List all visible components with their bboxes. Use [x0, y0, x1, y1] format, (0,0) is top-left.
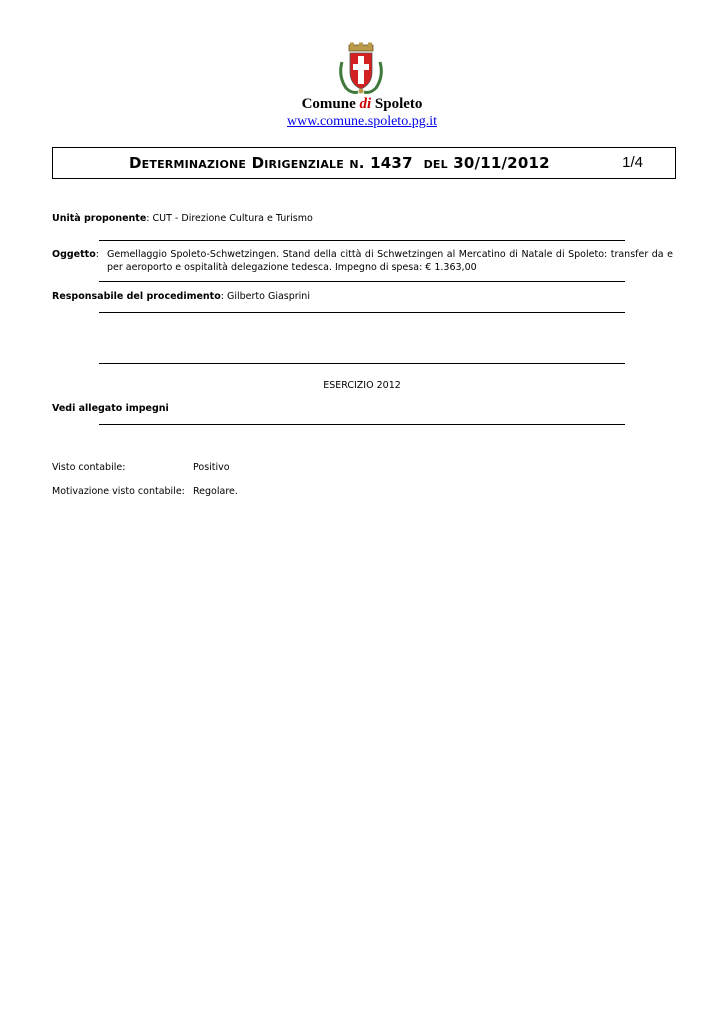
divider-3 — [99, 312, 625, 313]
unita-label: Unità proponente — [52, 213, 147, 224]
city-prefix: Comune — [301, 96, 360, 112]
motivazione-value: Regolare. — [193, 486, 238, 497]
det-word-del: del — [423, 154, 448, 172]
oggetto-value: Gemellaggio Spoleto-Schwetzingen. Stand della città di Schwetzingen al Mercatino di Natale di Spoleto: transfer da e per aeroporto e ospitalità delegazione tedesca. Impegno di spesa: € 1.363,00 — [107, 249, 673, 273]
divider-2 — [99, 281, 625, 282]
det-word-dirigenziale: Dirigenziale — [251, 154, 344, 172]
responsabile-row — [52, 290, 310, 303]
coat-of-arms-logo — [334, 42, 388, 96]
unita-row — [52, 212, 313, 225]
determination-header-box — [52, 147, 676, 179]
allegato-row — [52, 402, 169, 415]
oggetto-label: Oggetto — [52, 249, 96, 260]
responsabile-label: Responsabile del procedimento — [52, 291, 221, 302]
det-number: 1437 — [370, 154, 413, 172]
det-word-n: n. — [349, 154, 365, 172]
page-number: 1/4 — [622, 154, 643, 171]
city-di: di — [359, 96, 372, 112]
unita-value: : CUT - Direzione Cultura e Turismo — [146, 213, 313, 224]
responsabile-value: : Gilberto Giasprini — [220, 291, 310, 302]
visto-value: Positivo — [193, 462, 230, 473]
city-name: Spoleto — [371, 96, 423, 112]
divider-4 — [99, 363, 625, 364]
det-date: 30/11/2012 — [453, 154, 550, 172]
visto-label: Visto contabile: — [52, 462, 126, 473]
comune-title — [0, 96, 724, 113]
website-link[interactable]: www.comune.spoleto.pg.it — [287, 114, 437, 129]
oggetto-colon: : — [95, 249, 99, 260]
oggetto-row — [52, 248, 99, 261]
determination-title — [129, 154, 550, 172]
motivazione-label: Motivazione visto contabile: — [52, 486, 185, 497]
divider-1 — [99, 240, 625, 241]
det-word-determinazione: Determinazione — [129, 154, 247, 172]
esercizio-label: ESERCIZIO 2012 — [323, 380, 401, 391]
allegato-label: Vedi allegato impegni — [52, 403, 169, 414]
divider-5 — [99, 424, 625, 425]
